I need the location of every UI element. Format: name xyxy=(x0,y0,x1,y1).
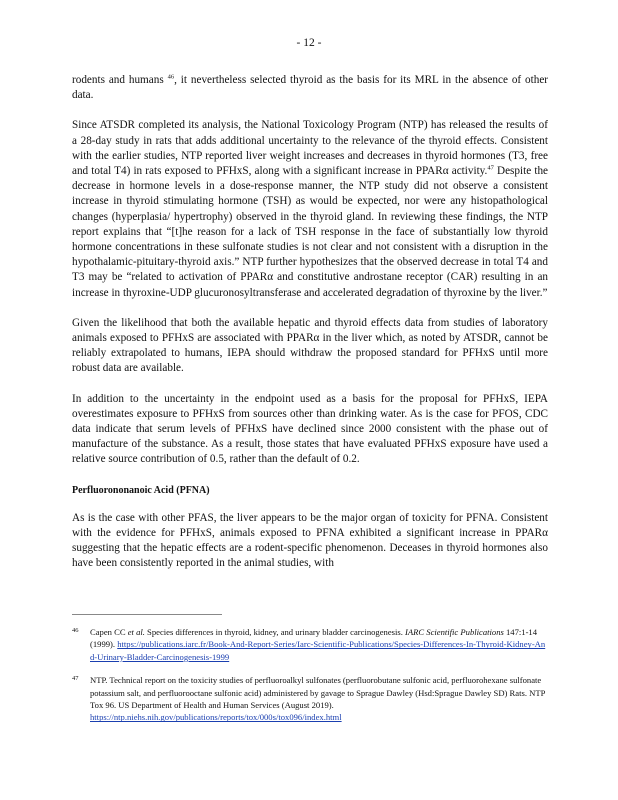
footnote-text-part: 147:1-14 (1999). xyxy=(90,627,538,650)
footnote-47 xyxy=(72,674,548,724)
paragraph-4: In addition to the uncertainty in the endpoint used as a basis for the proposal for PFHxS, IEPA overestimates exposure to PFHxS from sources other than drinking water. As is the case for PFOS, CDC data indicate that serum levels of PFHxS have declined since 2000 consistent with the phase out of manufacture of the substance. As a result, those states that have evaluated PFHxS exposure have used a relative source contribution of 0.5, rather than the default of 0.2. xyxy=(72,392,548,466)
paragraph-text: Despite the decrease in hormone levels in a dose-response manner, the NTP study did not observe a consistent increase in thyroid stimulating hormone (TSH) as would be expected, nor were any histopathological changes (hyperplasia/ hypertrophy) observed in the thyroid gland. In reviewing these findings, the NTP report explains that “[t]he reason for a lack of TSH response in the face of substantially low thyroid hormone concentrations in these sulfonate studies is not clear and not consistent with a disruption in the hypothalamic-pituitary-thyroid axis.” NTP further hypothesizes that the observed decrease in total T4 and T3 may be “related to activation of PPARα and constitutive androstane receptor (CAR) resulting in an increase in thyroxine-UDP glucuronosyltransferase and accelerated degradation of thyroxine by the liver.” xyxy=(72,165,549,299)
paragraph-text: Since ATSDR completed its analysis, the National Toxicology Program (NTP) has released the results of a 28-day study in rats that adds additional uncertainty to the relevance of the thyroid effects. Consistent with the earlier studies, NTP reported liver weight increases and decreases in thyroid hormones (T3, free and total T4) in rats exposed to PFHxS, along with a significant increase in PPARα activity. xyxy=(72,119,548,178)
page-number: - 12 - xyxy=(296,37,322,49)
footnote-number: 46 xyxy=(72,627,79,634)
footnote-text xyxy=(90,674,548,724)
footnotes xyxy=(72,626,548,735)
footnote-italic: et al. xyxy=(127,627,145,637)
paragraph-text: , it nevertheless selected thyroid as the basis for its MRL in the absence of other data. xyxy=(72,74,549,102)
section-heading: Perfluorononanoic Acid (PFNA) xyxy=(72,484,210,496)
section-paragraph: As is the case with other PFAS, the liver appears to be the major organ of toxicity for PFNA. Consistent with the evidence for PFHxS, animals exposed to PFNA exhibited a significant increase in PPARα suggesting that the hepatic effects are a rodent-specific phenomenon. Deceases in thyroid hormones also have been consistently reported in the animal studies, with xyxy=(72,511,548,570)
paragraph-text: rodents and humans xyxy=(72,74,164,86)
paragraph-3: Given the likelihood that both the available hepatic and thyroid effects data from studies of laboratory animals exposed to PFHxS are associated with PPARα in the liver which, as noted by ATSDR, cannot be reliably extrapolated to humans, IEPA should withdraw the proposed standard for PFHxS until more robust data are available. xyxy=(72,316,548,375)
footnote-divider xyxy=(72,614,222,615)
footnote-text-part: NTP. Technical report on the toxicity studies of perfluoroalkyl sulfonates (perfluorobutane sulfonic acid, perfluorohexane sulfonate potassium salt, and perfluorooctane sulfonic acid) administered by gavage to Sprague Dawley (Hsd:Sprague Dawley SD) Rats. NTP Tox 96. US Department of Health and Human Services (August 2019). xyxy=(90,675,546,711)
footnote-ref[interactable]: 46 xyxy=(167,73,175,81)
footnote-link[interactable]: https://ntp.niehs.nih.gov/publications/reports/tox/000s/tox096/index.html xyxy=(90,712,342,723)
footnote-text-part: Capen CC xyxy=(90,627,128,637)
footnote-ref[interactable]: 47 xyxy=(487,164,494,172)
paragraph-1 xyxy=(72,73,548,103)
paragraph-2 xyxy=(72,118,548,300)
footnote-number: 47 xyxy=(72,675,79,683)
footnote-text-part: Species differences in thyroid, kidney, and urinary bladder carcinogenesis. xyxy=(144,627,406,637)
footnote-link[interactable]: https://publications.iarc.fr/Book-And-Report-Series/Iarc-Scientific-Publications/Species-Differences-In-Thyroid-Kidney-And-Urinary-Bladder-Carcinogenesis-1999 xyxy=(90,639,546,662)
footnote-italic: IARC Scientific Publications xyxy=(405,627,504,637)
footnote-46 xyxy=(72,626,548,663)
body-text xyxy=(72,73,548,587)
footnote-text xyxy=(90,626,548,663)
